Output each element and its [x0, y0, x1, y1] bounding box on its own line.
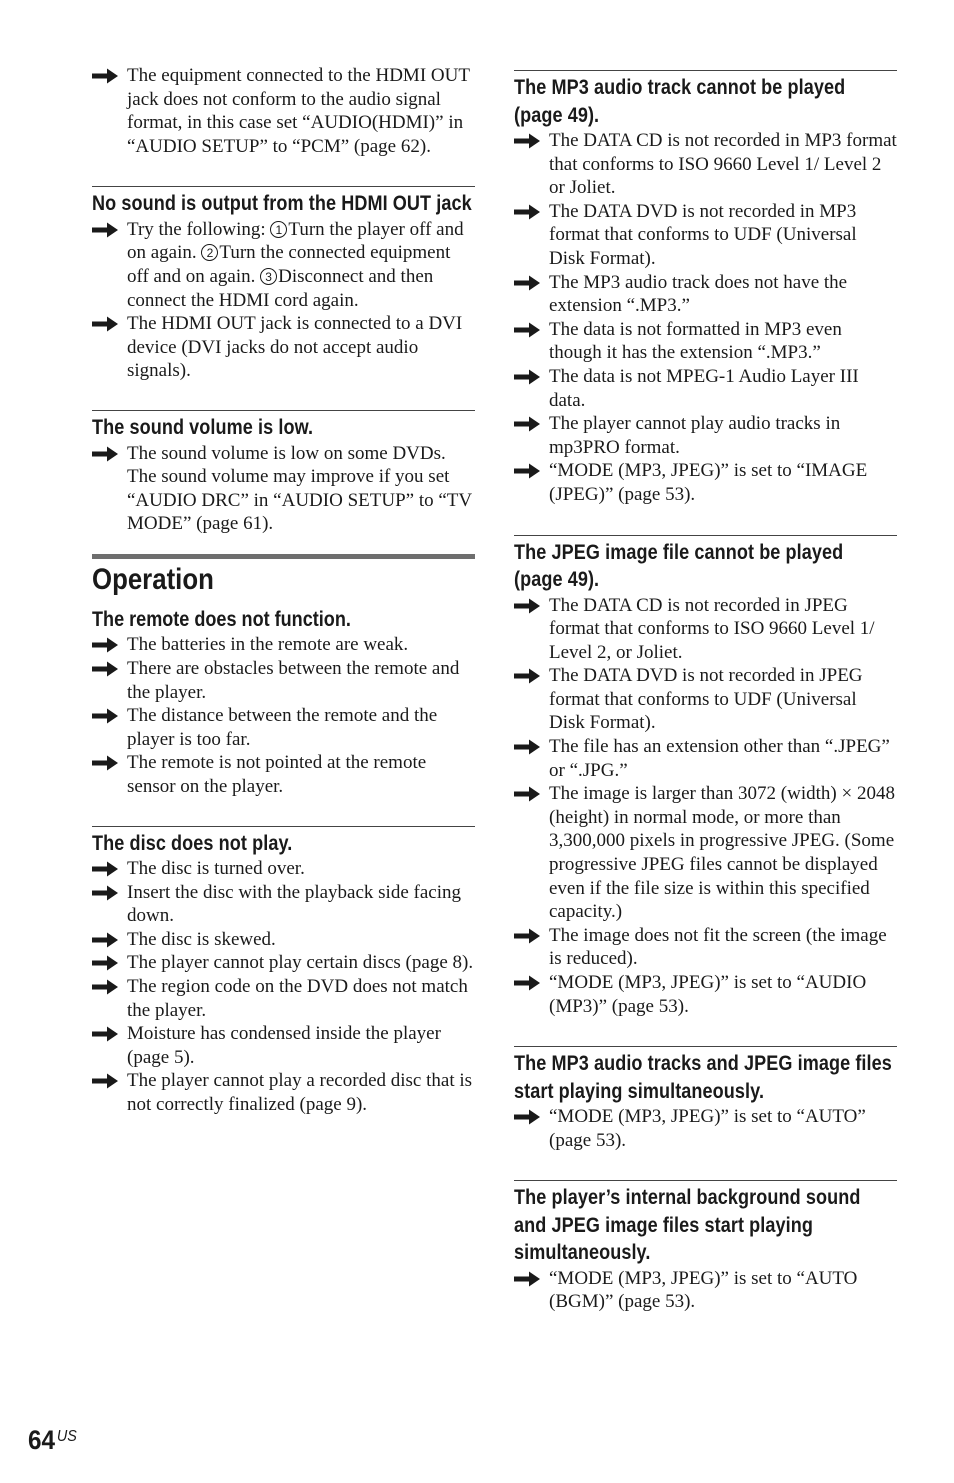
item-list	[92, 64, 475, 158]
arrow-icon	[92, 316, 118, 332]
section-hdmi-no-sound	[92, 186, 475, 383]
list-item-text: The DATA CD is not recorded in MP3 format that conforms to ISO 9660 Level 1/ Level 2 or Joliet.	[549, 130, 897, 199]
list-item	[92, 975, 475, 1022]
arrow-icon	[514, 463, 540, 479]
list-item-text: The distance between the remote and the player is too far.	[127, 705, 438, 750]
arrow-icon	[92, 68, 118, 84]
list-item	[92, 633, 475, 657]
item-list	[92, 442, 475, 536]
list-item	[92, 881, 475, 928]
section-mp3-cannot-play	[514, 70, 897, 507]
section-hdmi-audio-format	[92, 64, 475, 158]
list-item	[92, 312, 475, 383]
arrow-icon	[92, 1073, 118, 1089]
list-item	[514, 924, 897, 971]
arrow-icon	[514, 416, 540, 432]
list-item	[514, 129, 897, 200]
step-1-text: Turn the player off and on again.	[127, 218, 464, 264]
list-item-text: The data is not formatted in MP3 even though it has the extension “.MP3.”	[549, 318, 842, 364]
list-item-text: “MODE (MP3, JPEG)” is set to “AUTO (BGM)” (page 53).	[549, 1267, 858, 1313]
arrow-icon	[514, 369, 540, 385]
chapter-operation	[92, 554, 475, 799]
list-item	[514, 271, 897, 318]
list-item-text: The equipment connected to the HDMI OUT jack does not conform to the audio signal format, in this case set “AUDIO(HDMI)” in “AUDIO SETUP” to “PCM” (page 62).	[127, 65, 470, 157]
right-column	[514, 0, 897, 1314]
list-item	[514, 200, 897, 271]
item-list	[92, 312, 475, 383]
list-item-text: The image is larger than 3072 (width) × 2048 (height) in normal mode, or more than 3,300,000 pixels in progressive JPEG. (Some progressive JPEG files cannot be displayed even if the file size is within this specified capacity.)	[549, 783, 895, 923]
list-item	[514, 365, 897, 412]
section-title: The disc does not play.	[92, 831, 293, 855]
list-item	[514, 594, 897, 665]
arrow-icon	[514, 133, 540, 149]
arrow-icon	[92, 955, 118, 971]
list-item-text: Moisture has condensed inside the player (page 5).	[127, 1023, 441, 1068]
arrow-icon	[92, 755, 118, 771]
list-item-text: The DATA DVD is not recorded in MP3 format that conforms to UDF (Universal Disk Format).	[549, 200, 857, 269]
list-item-text: There are obstacles between the remote and the player.	[127, 658, 460, 703]
item-list	[514, 594, 897, 1019]
arrow-icon	[514, 322, 540, 338]
arrow-icon	[92, 661, 118, 677]
step-lead: Try the following:	[127, 218, 271, 240]
list-item-text: The remote is not pointed at the remote sensor on the player.	[127, 752, 427, 797]
list-item-text: The MP3 audio track does not have the extension “.MP3.”	[549, 271, 848, 317]
arrow-icon	[92, 1026, 118, 1042]
list-item-text: The file has an extension other than “.JPEG” or “.JPG.”	[549, 736, 890, 781]
item-list	[514, 1105, 897, 1152]
item-list	[92, 857, 475, 1117]
arrow-icon	[514, 598, 540, 614]
step-2-text: Turn the connected equipment off and on again.	[127, 242, 451, 288]
arrow-icon	[92, 861, 118, 877]
arrow-icon	[92, 979, 118, 995]
section-volume-low	[92, 410, 475, 536]
step-number-3: 3	[260, 268, 277, 285]
list-item	[514, 664, 897, 735]
list-item-text: The disc is skewed.	[127, 928, 276, 950]
list-item-text: “MODE (MP3, JPEG)” is set to “AUTO” (page 53).	[549, 1106, 866, 1151]
list-item-text: “MODE (MP3, JPEG)” is set to “AUDIO (MP3)” (page 53).	[549, 972, 867, 1017]
item-list	[514, 1267, 897, 1314]
list-item	[514, 971, 897, 1018]
step-number-2: 2	[201, 244, 218, 261]
page-region-suffix: US	[56, 1428, 77, 1445]
list-item	[92, 857, 475, 881]
list-item	[92, 218, 475, 312]
section-bgm-jpeg-simultaneous	[514, 1180, 897, 1314]
section-title: The sound volume is low.	[92, 416, 314, 440]
arrow-icon	[514, 275, 540, 291]
list-item-text: The HDMI OUT jack is connected to a DVI device (DVI jacks do not accept audio signals).	[127, 313, 463, 382]
item-list	[514, 129, 897, 507]
arrow-icon	[92, 708, 118, 724]
page-number	[28, 1423, 77, 1457]
section-title: The player’s internal background sound and JPEG image files start playing simultaneously.	[514, 1186, 861, 1265]
list-item	[92, 751, 475, 798]
list-item	[92, 1022, 475, 1069]
section-title: The JPEG image file cannot be played (page 49).	[514, 540, 844, 591]
section-disc-not-play	[92, 826, 475, 1117]
list-item	[92, 704, 475, 751]
item-list	[92, 633, 475, 798]
arrow-icon	[514, 668, 540, 684]
arrow-icon	[514, 1271, 540, 1287]
section-title: No sound is output from the HDMI OUT jack	[92, 192, 472, 216]
arrow-icon	[92, 637, 118, 653]
page-number-value: 64	[28, 1425, 56, 1455]
arrow-icon	[92, 446, 118, 462]
list-item	[514, 412, 897, 459]
arrow-icon	[514, 1109, 540, 1125]
list-item	[514, 459, 897, 506]
item-list	[92, 218, 475, 312]
arrow-icon	[92, 932, 118, 948]
list-item	[92, 442, 475, 536]
list-item	[92, 64, 475, 158]
list-item	[514, 318, 897, 365]
list-item	[92, 928, 475, 952]
arrow-icon	[92, 222, 118, 238]
list-item	[514, 735, 897, 782]
arrow-icon	[514, 786, 540, 802]
list-item-text: The sound volume is low on some DVDs. The sound volume may improve if you set “AUDIO DRC” in “AUDIO SETUP” to “TV MODE” (page 61).	[127, 442, 472, 535]
list-item-text: The data is not MPEG-1 Audio Layer III data.	[549, 365, 859, 411]
list-item-text: Insert the disc with the playback side facing down.	[127, 881, 461, 927]
step-number-1: 1	[270, 221, 287, 238]
section-mp3-jpeg-simultaneous	[514, 1046, 897, 1152]
list-item-text: The disc is turned over.	[127, 858, 305, 880]
list-item-text: The image does not fit the screen (the image is reduced).	[549, 924, 887, 970]
list-item	[92, 951, 475, 975]
section-jpeg-cannot-play	[514, 535, 897, 1019]
list-item-text: “MODE (MP3, JPEG)” is set to “IMAGE (JPEG)” (page 53).	[549, 460, 868, 505]
list-item	[514, 782, 897, 924]
chapter-title: Operation	[92, 562, 214, 596]
list-item	[92, 1069, 475, 1116]
arrow-icon	[514, 928, 540, 944]
section-title: The MP3 audio track cannot be played (page 49).	[514, 76, 846, 127]
section-title: The remote does not function.	[92, 607, 351, 631]
arrow-icon	[514, 975, 540, 991]
list-item-text: The player cannot play a recorded disc that is not correctly finalized (page 9).	[127, 1070, 473, 1115]
section-remote	[92, 606, 475, 799]
arrow-icon	[514, 739, 540, 755]
list-item-text: The batteries in the remote are weak.	[127, 634, 409, 656]
list-item-text: The player cannot play audio tracks in mp3PRO format.	[549, 413, 841, 458]
list-item	[514, 1267, 897, 1314]
arrow-icon	[92, 885, 118, 901]
arrow-icon	[514, 204, 540, 220]
list-item	[92, 657, 475, 704]
list-item-text: The DATA DVD is not recorded in JPEG format that conforms to UDF (Universal Disk Format).	[549, 665, 863, 734]
step-3-text: Disconnect and then connect the HDMI cord again.	[127, 266, 434, 311]
list-item	[514, 1105, 897, 1152]
section-title: The MP3 audio tracks and JPEG image files start playing simultaneously.	[514, 1052, 892, 1103]
left-column	[92, 0, 475, 1117]
list-item-text: The player cannot play certain discs (page 8).	[127, 952, 474, 974]
list-item-text: The region code on the DVD does not match the player.	[127, 976, 468, 1021]
list-item-text: The DATA CD is not recorded in JPEG format that conforms to ISO 9660 Level 1/ Level 2, or Joliet.	[549, 594, 875, 663]
